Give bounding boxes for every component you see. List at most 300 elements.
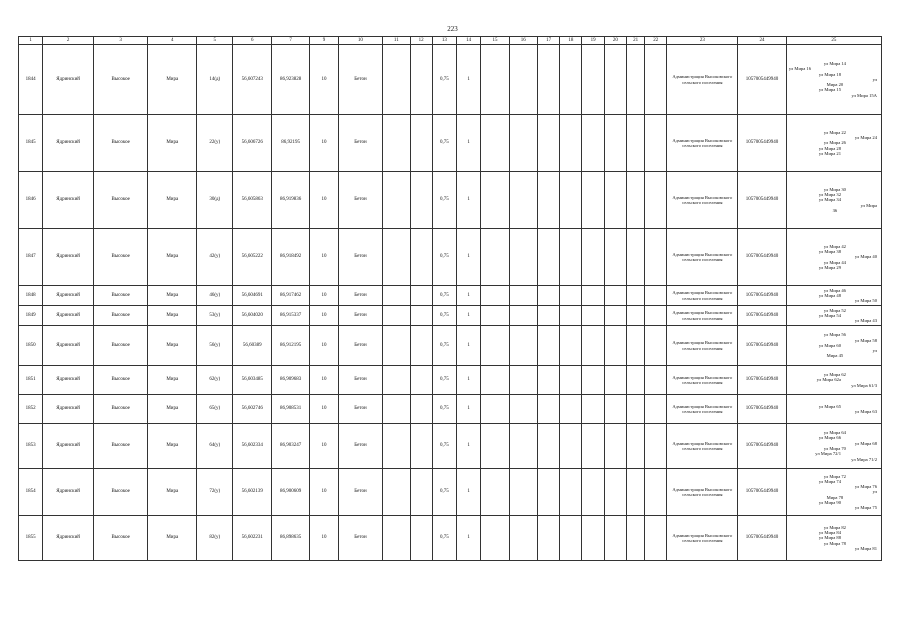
cell-lat: 56,605863 bbox=[233, 172, 271, 229]
cell-empty bbox=[537, 395, 559, 424]
cell-empty bbox=[481, 172, 509, 229]
cell-lon: 86,918492 bbox=[271, 229, 309, 286]
cell-settlement: Высокое bbox=[93, 326, 148, 366]
registry-table bbox=[18, 36, 882, 561]
cell-owner: Администрация Высоковского сельского поселения bbox=[667, 45, 738, 115]
table-row bbox=[19, 45, 882, 115]
cell-house: 46(у) bbox=[197, 286, 233, 306]
column-header: 3 bbox=[93, 37, 148, 45]
cell-empty bbox=[582, 286, 604, 306]
column-header: 14 bbox=[457, 37, 481, 45]
cell-empty bbox=[560, 366, 582, 395]
cell-empty bbox=[410, 45, 432, 115]
address-line: ул Мира 62а bbox=[816, 377, 841, 383]
cell-district: Ядринский bbox=[43, 229, 94, 286]
cell-lon: 86,915337 bbox=[271, 306, 309, 326]
cell-ogrn: 1057005449940 bbox=[738, 326, 787, 366]
column-header: 15 bbox=[481, 37, 509, 45]
cell-street: Мира bbox=[148, 172, 197, 229]
address-line: ул Мира 66 bbox=[818, 435, 841, 441]
cell-volume: 0,75 bbox=[432, 286, 456, 306]
column-header: 7 bbox=[271, 37, 309, 45]
address-line: ул Мира 48 bbox=[818, 292, 841, 298]
cell-lat: 56,602334 bbox=[233, 424, 271, 469]
cell-area: 10 bbox=[310, 286, 338, 306]
cell-lon: 86,898635 bbox=[271, 516, 309, 561]
cell-owner: Администрация Высоковского сельского поселения bbox=[667, 326, 738, 366]
address-line: ул Мира 16 bbox=[788, 66, 811, 72]
address-line: ул Мира 84 bbox=[818, 530, 841, 536]
cell-empty bbox=[560, 395, 582, 424]
address-line: ул Мира 28 bbox=[818, 145, 841, 151]
cell-lat: 56,607243 bbox=[233, 45, 271, 115]
address-line: ул Мира 90 bbox=[818, 499, 841, 505]
cell-empty bbox=[383, 172, 410, 229]
address-line: Мира 45 bbox=[826, 353, 844, 359]
cell-empty bbox=[481, 45, 509, 115]
cell-volume: 0,75 bbox=[432, 45, 456, 115]
cell-empty bbox=[626, 229, 644, 286]
cell-empty bbox=[582, 366, 604, 395]
cell-house: 22(у) bbox=[197, 115, 233, 172]
cell-empty bbox=[626, 115, 644, 172]
cell-empty bbox=[582, 229, 604, 286]
cell-empty bbox=[410, 306, 432, 326]
cell-empty bbox=[626, 306, 644, 326]
cell-empty bbox=[410, 366, 432, 395]
address-line: ул Мира 81 bbox=[854, 545, 877, 551]
cell-empty bbox=[537, 469, 559, 516]
cell-empty bbox=[645, 172, 667, 229]
column-header: 16 bbox=[509, 37, 537, 45]
cell-id: 1847 bbox=[19, 229, 43, 286]
cell-empty bbox=[383, 306, 410, 326]
column-header: 18 bbox=[560, 37, 582, 45]
cell-area: 10 bbox=[310, 424, 338, 469]
address-line: ул Мира 76 bbox=[854, 484, 877, 490]
cell-area: 10 bbox=[310, 115, 338, 172]
cell-empty bbox=[626, 286, 644, 306]
address-line: ул Мира 34 bbox=[818, 197, 841, 203]
address-line: ул bbox=[872, 348, 877, 354]
cell-empty bbox=[537, 516, 559, 561]
table-row bbox=[19, 115, 882, 172]
cell-lat: 56,602746 bbox=[233, 395, 271, 424]
table-row bbox=[19, 424, 882, 469]
cell-lat: 56,604691 bbox=[233, 286, 271, 306]
cell-material: Бетон bbox=[338, 45, 383, 115]
cell-material: Бетон bbox=[338, 286, 383, 306]
address-line: ул Мира 68 bbox=[854, 440, 877, 446]
column-header: 22 bbox=[645, 37, 667, 45]
cell-empty bbox=[604, 286, 626, 306]
cell-empty bbox=[626, 326, 644, 366]
cell-settlement: Высокое bbox=[93, 115, 148, 172]
cell-addresses bbox=[786, 306, 881, 326]
cell-id: 1853 bbox=[19, 424, 43, 469]
cell-empty bbox=[481, 516, 509, 561]
cell-id: 1855 bbox=[19, 516, 43, 561]
cell-addresses bbox=[786, 516, 881, 561]
cell-empty bbox=[626, 366, 644, 395]
address-line: ул Мира 43 bbox=[854, 318, 877, 324]
cell-empty bbox=[645, 115, 667, 172]
cell-empty bbox=[481, 326, 509, 366]
column-header: 24 bbox=[738, 37, 787, 45]
cell-volume: 0,75 bbox=[432, 424, 456, 469]
cell-empty bbox=[645, 286, 667, 306]
cell-empty bbox=[560, 326, 582, 366]
cell-empty bbox=[410, 424, 432, 469]
cell-empty bbox=[537, 306, 559, 326]
address-line: ул Мира 65 bbox=[818, 403, 841, 409]
cell-owner: Администрация Высоковского сельского поселения bbox=[667, 115, 738, 172]
cell-empty bbox=[582, 172, 604, 229]
cell-house: 42(у) bbox=[197, 229, 233, 286]
cell-lat: 56,606726 bbox=[233, 115, 271, 172]
cell-street: Мира bbox=[148, 516, 197, 561]
cell-empty bbox=[509, 424, 537, 469]
cell-empty bbox=[626, 45, 644, 115]
cell-settlement: Высокое bbox=[93, 172, 148, 229]
cell-addresses bbox=[786, 229, 881, 286]
address-line: ул Мира 58 bbox=[854, 337, 877, 343]
cell-empty bbox=[509, 469, 537, 516]
address-line: ул Мира 72/1 bbox=[815, 451, 841, 457]
column-header: 21 bbox=[626, 37, 644, 45]
cell-empty bbox=[604, 115, 626, 172]
cell-count: 1 bbox=[457, 286, 481, 306]
cell-empty bbox=[604, 424, 626, 469]
cell-owner: Администрация Высоковского сельского поселения bbox=[667, 172, 738, 229]
cell-district: Ядринский bbox=[43, 424, 94, 469]
cell-id: 1854 bbox=[19, 469, 43, 516]
cell-lat: 56,604020 bbox=[233, 306, 271, 326]
cell-ogrn: 1057005449940 bbox=[738, 45, 787, 115]
cell-empty bbox=[383, 395, 410, 424]
address-line: ул Мира 40 bbox=[854, 254, 877, 260]
cell-empty bbox=[537, 424, 559, 469]
cell-owner: Администрация Высоковского сельского поселения bbox=[667, 286, 738, 306]
cell-empty bbox=[537, 326, 559, 366]
cell-volume: 0,75 bbox=[432, 229, 456, 286]
cell-settlement: Высокое bbox=[93, 424, 148, 469]
cell-settlement: Высокое bbox=[93, 286, 148, 306]
cell-empty bbox=[645, 516, 667, 561]
cell-addresses bbox=[786, 286, 881, 306]
cell-ogrn: 1057005449940 bbox=[738, 229, 787, 286]
cell-street: Мира bbox=[148, 469, 197, 516]
cell-street: Мира bbox=[148, 115, 197, 172]
cell-owner: Администрация Высоковского сельского поселения bbox=[667, 229, 738, 286]
cell-addresses bbox=[786, 172, 881, 229]
cell-empty bbox=[383, 326, 410, 366]
cell-addresses bbox=[786, 115, 881, 172]
cell-empty bbox=[626, 395, 644, 424]
cell-empty bbox=[604, 395, 626, 424]
cell-material: Бетон bbox=[338, 516, 383, 561]
cell-empty bbox=[537, 45, 559, 115]
table-row bbox=[19, 516, 882, 561]
address-line: Мира 20 bbox=[826, 82, 844, 88]
cell-empty bbox=[410, 326, 432, 366]
cell-empty bbox=[509, 516, 537, 561]
cell-empty bbox=[537, 366, 559, 395]
address-line: ул Мира 61/3 bbox=[851, 382, 877, 388]
cell-settlement: Высокое bbox=[93, 306, 148, 326]
table-row bbox=[19, 172, 882, 229]
cell-empty bbox=[383, 229, 410, 286]
cell-count: 1 bbox=[457, 115, 481, 172]
cell-owner: Администрация Высоковского сельского поселения bbox=[667, 366, 738, 395]
column-header: 10 bbox=[338, 37, 383, 45]
cell-district: Ядринский bbox=[43, 115, 94, 172]
cell-empty bbox=[509, 306, 537, 326]
cell-empty bbox=[509, 172, 537, 229]
cell-settlement: Высокое bbox=[93, 45, 148, 115]
address-line: ул Мира bbox=[860, 202, 877, 208]
cell-empty bbox=[410, 286, 432, 306]
cell-owner: Администрация Высоковского сельского поселения bbox=[667, 424, 738, 469]
column-header: 11 bbox=[383, 37, 410, 45]
cell-lat: 56,602231 bbox=[233, 516, 271, 561]
cell-addresses bbox=[786, 469, 881, 516]
cell-empty bbox=[604, 306, 626, 326]
cell-empty bbox=[481, 366, 509, 395]
cell-owner: Администрация Высоковского сельского поселения bbox=[667, 469, 738, 516]
cell-volume: 0,75 bbox=[432, 306, 456, 326]
cell-district: Ядринский bbox=[43, 516, 94, 561]
cell-empty bbox=[383, 286, 410, 306]
column-header: 1 bbox=[19, 37, 43, 45]
cell-material: Бетон bbox=[338, 115, 383, 172]
cell-empty bbox=[604, 366, 626, 395]
cell-lon: 86,900609 bbox=[271, 469, 309, 516]
address-line: ул Мира 60 bbox=[818, 342, 841, 348]
cell-area: 10 bbox=[310, 306, 338, 326]
cell-lat: 56,602139 bbox=[233, 469, 271, 516]
cell-count: 1 bbox=[457, 306, 481, 326]
cell-empty bbox=[481, 469, 509, 516]
table-row bbox=[19, 326, 882, 366]
cell-empty bbox=[537, 229, 559, 286]
cell-empty bbox=[410, 469, 432, 516]
cell-id: 1845 bbox=[19, 115, 43, 172]
cell-house: 64(у) bbox=[197, 424, 233, 469]
cell-street: Мира bbox=[148, 286, 197, 306]
cell-district: Ядринский bbox=[43, 469, 94, 516]
cell-empty bbox=[626, 516, 644, 561]
cell-settlement: Высокое bbox=[93, 395, 148, 424]
cell-ogrn: 1057005449940 bbox=[738, 395, 787, 424]
cell-district: Ядринский bbox=[43, 366, 94, 395]
address-line: ул Мира 63 bbox=[854, 409, 877, 414]
cell-empty bbox=[645, 395, 667, 424]
table-row bbox=[19, 366, 882, 395]
cell-area: 10 bbox=[310, 229, 338, 286]
address-line: ул Мира 38 bbox=[818, 249, 841, 255]
cell-id: 1850 bbox=[19, 326, 43, 366]
cell-house: 82(у) bbox=[197, 516, 233, 561]
cell-material: Бетон bbox=[338, 229, 383, 286]
address-line: ул Мира 64 bbox=[823, 430, 846, 436]
column-header: 23 bbox=[667, 37, 738, 45]
column-header: 5 bbox=[197, 37, 233, 45]
cell-empty bbox=[582, 115, 604, 172]
cell-street: Мира bbox=[148, 366, 197, 395]
cell-empty bbox=[383, 115, 410, 172]
cell-settlement: Высокое bbox=[93, 366, 148, 395]
cell-count: 1 bbox=[457, 516, 481, 561]
address-line: ул Мира 72 bbox=[823, 473, 846, 479]
cell-empty bbox=[582, 424, 604, 469]
cell-ogrn: 1057005449940 bbox=[738, 115, 787, 172]
cell-ogrn: 1057005449940 bbox=[738, 286, 787, 306]
cell-empty bbox=[481, 115, 509, 172]
cell-addresses bbox=[786, 326, 881, 366]
cell-empty bbox=[645, 229, 667, 286]
cell-house: 72(у) bbox=[197, 469, 233, 516]
cell-empty bbox=[509, 366, 537, 395]
cell-empty bbox=[604, 45, 626, 115]
cell-lon: 86,919836 bbox=[271, 172, 309, 229]
address-line: ул bbox=[872, 489, 877, 495]
cell-addresses bbox=[786, 45, 881, 115]
cell-empty bbox=[481, 424, 509, 469]
table-row bbox=[19, 229, 882, 286]
cell-empty bbox=[481, 229, 509, 286]
address-line: ул Мира 88 bbox=[818, 535, 841, 541]
cell-settlement: Высокое bbox=[93, 469, 148, 516]
cell-volume: 0,75 bbox=[432, 395, 456, 424]
address-line: ул Мира 22 bbox=[823, 129, 846, 135]
column-header: 25 bbox=[786, 37, 881, 45]
cell-empty bbox=[410, 516, 432, 561]
cell-empty bbox=[645, 469, 667, 516]
cell-street: Мира bbox=[148, 45, 197, 115]
cell-empty bbox=[560, 516, 582, 561]
table-row bbox=[19, 395, 882, 424]
cell-empty bbox=[582, 395, 604, 424]
column-header: 12 bbox=[410, 37, 432, 45]
cell-house: 30(д) bbox=[197, 172, 233, 229]
cell-empty bbox=[410, 115, 432, 172]
cell-lat: 56,60389 bbox=[233, 326, 271, 366]
cell-ogrn: 1057005449940 bbox=[738, 424, 787, 469]
cell-owner: Администрация Высоковского сельского поселения bbox=[667, 306, 738, 326]
cell-lon: 86,923828 bbox=[271, 45, 309, 115]
cell-count: 1 bbox=[457, 172, 481, 229]
cell-empty bbox=[645, 366, 667, 395]
cell-volume: 0,75 bbox=[432, 469, 456, 516]
cell-volume: 0,75 bbox=[432, 516, 456, 561]
address-line: ул Мира 70 bbox=[823, 446, 846, 451]
cell-count: 1 bbox=[457, 45, 481, 115]
cell-street: Мира bbox=[148, 395, 197, 424]
cell-empty bbox=[604, 516, 626, 561]
cell-empty bbox=[537, 286, 559, 306]
column-header: 9 bbox=[310, 37, 338, 45]
cell-empty bbox=[509, 45, 537, 115]
column-header: 20 bbox=[604, 37, 626, 45]
cell-house: 65(у) bbox=[197, 395, 233, 424]
address-line: ул Мира 78 bbox=[823, 540, 846, 546]
cell-empty bbox=[560, 229, 582, 286]
cell-area: 10 bbox=[310, 45, 338, 115]
column-header: 6 bbox=[233, 37, 271, 45]
cell-lon: 86,909683 bbox=[271, 366, 309, 395]
cell-empty bbox=[645, 326, 667, 366]
cell-empty bbox=[481, 395, 509, 424]
column-header: 17 bbox=[537, 37, 559, 45]
column-header: 19 bbox=[582, 37, 604, 45]
cell-count: 1 bbox=[457, 469, 481, 516]
address-line: 36 bbox=[832, 207, 838, 213]
address-line: ул Мира 75 bbox=[854, 505, 877, 511]
address-line: ул Мира 32 bbox=[818, 192, 841, 198]
cell-empty bbox=[582, 326, 604, 366]
cell-empty bbox=[626, 172, 644, 229]
address-line: ул Мира 30 bbox=[823, 186, 846, 192]
cell-area: 10 bbox=[310, 516, 338, 561]
cell-area: 10 bbox=[310, 326, 338, 366]
cell-empty bbox=[481, 286, 509, 306]
cell-empty bbox=[509, 229, 537, 286]
cell-volume: 0,75 bbox=[432, 326, 456, 366]
cell-addresses bbox=[786, 424, 881, 469]
cell-lat: 56,605222 bbox=[233, 229, 271, 286]
cell-count: 1 bbox=[457, 424, 481, 469]
cell-empty bbox=[604, 469, 626, 516]
cell-house: 56(у) bbox=[197, 326, 233, 366]
cell-empty bbox=[582, 45, 604, 115]
cell-empty bbox=[509, 286, 537, 306]
cell-count: 1 bbox=[457, 326, 481, 366]
cell-empty bbox=[645, 424, 667, 469]
cell-empty bbox=[582, 306, 604, 326]
cell-owner: Администрация Высоковского сельского поселения bbox=[667, 395, 738, 424]
cell-empty bbox=[509, 326, 537, 366]
cell-id: 1844 bbox=[19, 45, 43, 115]
cell-empty bbox=[383, 516, 410, 561]
cell-street: Мира bbox=[148, 424, 197, 469]
cell-empty bbox=[383, 45, 410, 115]
cell-house: 62(у) bbox=[197, 366, 233, 395]
cell-area: 10 bbox=[310, 469, 338, 516]
cell-area: 10 bbox=[310, 172, 338, 229]
cell-id: 1852 bbox=[19, 395, 43, 424]
cell-empty bbox=[537, 172, 559, 229]
cell-material: Бетон bbox=[338, 366, 383, 395]
cell-material: Бетон bbox=[338, 395, 383, 424]
cell-lon: 86,912195 bbox=[271, 326, 309, 366]
column-header: 2 bbox=[43, 37, 94, 45]
table-row bbox=[19, 469, 882, 516]
cell-empty bbox=[481, 306, 509, 326]
address-line: ул Мира 71/2 bbox=[851, 456, 877, 462]
cell-empty bbox=[560, 172, 582, 229]
cell-ogrn: 1057005449940 bbox=[738, 469, 787, 516]
cell-street: Мира bbox=[148, 326, 197, 366]
address-line: ул Мира 82 bbox=[823, 524, 846, 530]
cell-material: Бетон bbox=[338, 306, 383, 326]
cell-id: 1851 bbox=[19, 366, 43, 395]
cell-street: Мира bbox=[148, 229, 197, 286]
address-line: ул Мира 24 bbox=[854, 135, 877, 141]
cell-empty bbox=[383, 469, 410, 516]
address-line: Мира 78 bbox=[826, 494, 844, 500]
cell-empty bbox=[410, 172, 432, 229]
